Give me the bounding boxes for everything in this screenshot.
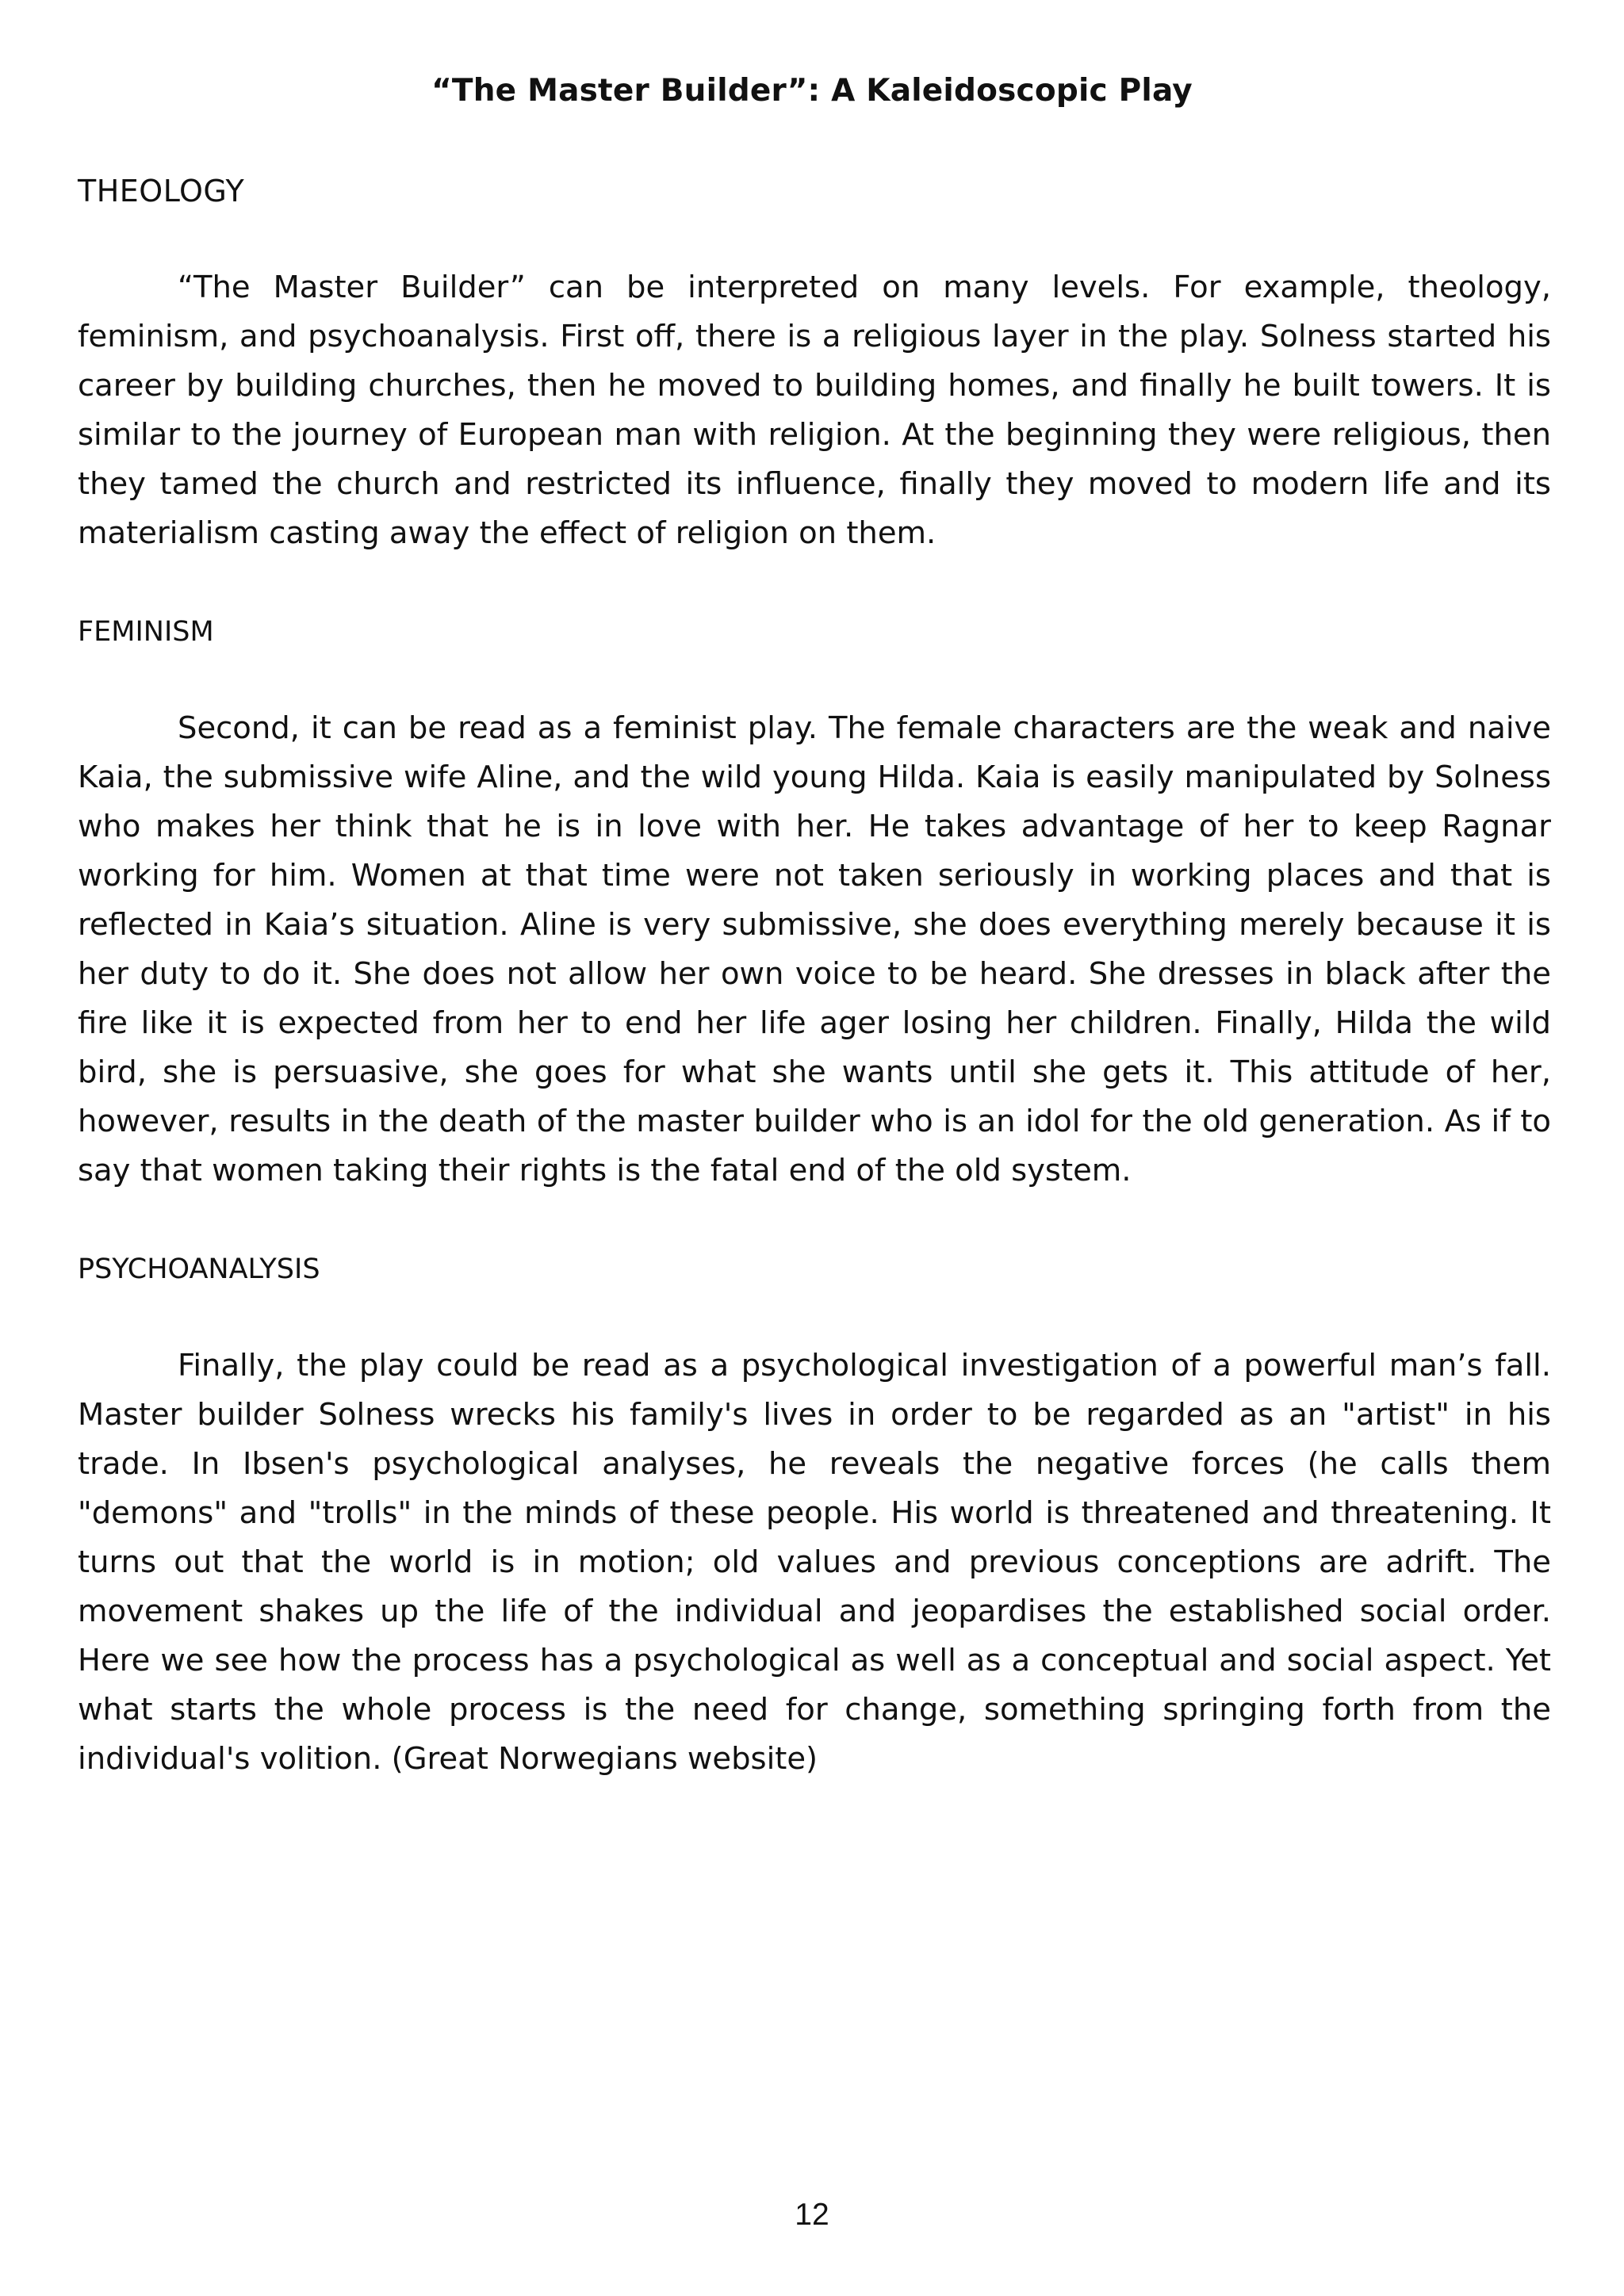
section-heading-feminism: FEMINISM bbox=[78, 616, 214, 648]
paragraph-psychoanalysis: Finally, the play could be read as a psychological investigation of a powerful man’s fall. Master builder Solness wrecks his family's lives in order to be regarded as an "artist" in his trade. In Ibsen's psychological analyses, he reveals the negative forces (he calls them "demons" and "trolls" in the minds of these people. His world is threatened and threatening. It turns out that the world is in motion; old values and previous conceptions are adrift. The movement shakes up the life of the individual and jeopardises the established social order. Here we see how the process has a psychological as well as a conceptual and social aspect. Yet what starts the whole process is the need for change, something springing forth from the individual's volition. (Great Norwegians website) bbox=[78, 1348, 1551, 1777]
document-body bbox=[78, 166, 1551, 1784]
paragraph-feminism: Second, it can be read as a feminist play. The female characters are the weak and naive Kaia, the submissive wife Aline, and the wild young Hilda. Kaia is easily manipulated by Solness who makes her think that he is in love with her. He takes advantage of her to keep Ragnar working for him. Women at that time were not taken seriously in working places and that is reflected in Kaia’s situation. Aline is very submissive, she does everything merely because it is her duty to do it. She does not allow her own voice to be heard. She dresses in black after the fire like it is expected from her to end her life ager losing her children. Finally, Hilda the wild bird, she is persuasive, she goes for what she wants until she gets it. This attitude of her, however, results in the death of the master builder who is an idol for the old generation. As if to say that women taking their rights is the fatal end of the old system. bbox=[78, 710, 1551, 1188]
paragraph-theology: “The Master Builder” can be interpreted on many levels. For example, theology, feminism, and psychoanalysis. First off, there is a religious layer in the play. Solness started his career by building churches, then he moved to building homes, and finally he built towers. It is similar to the journey of European man with religion. At the beginning they were religious, then they tamed the church and restricted its influence, finally they moved to modern life and its materialism casting away the effect of religion on them. bbox=[78, 270, 1551, 551]
section-heading-theology: THEOLOGY bbox=[78, 174, 245, 209]
section-feminism bbox=[78, 607, 1551, 1196]
page-number: 12 bbox=[795, 2198, 829, 2232]
document-title: “The Master Builder”: A Kaleidoscopic Play bbox=[431, 73, 1193, 109]
section-theology bbox=[78, 166, 1551, 558]
section-psychoanalysis bbox=[78, 1245, 1551, 1784]
section-heading-psychoanalysis: PSYCHOANALYSIS bbox=[78, 1253, 320, 1285]
